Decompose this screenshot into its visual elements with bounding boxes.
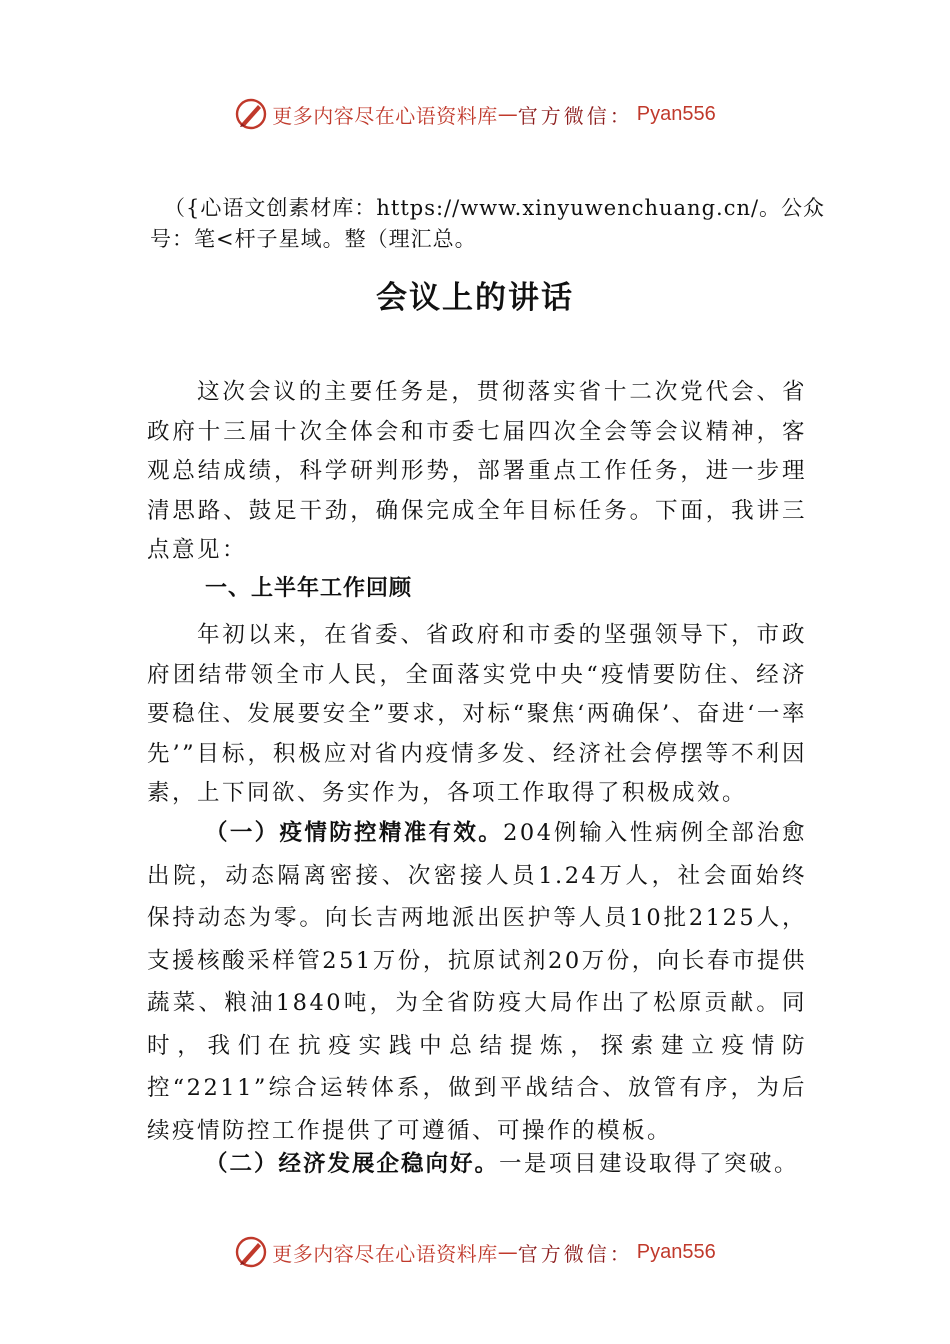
economy-text: 一是项目建设取得了突破。 [499,1151,800,1177]
watermark-main-text: 更多内容尽在心语资料库 [272,103,498,128]
review-paragraph: 年初以来，在省委、省政府和市委的坚强领导下，市政府团结带领全市人民，全面落实党中央“疫情要防住、经济要稳住、发展要安全”要求，对标“聚焦‘两确保’、奋进‘一率先’”目标，积极应对省内疫情多发、经济社会停摆等不利因素，上下同欲、务实作为，各项工作取得了积极成效。 [147,622,807,806]
watermark-dash: — [497,1240,518,1264]
document-title: 会议上的讲话 [376,280,574,316]
economy-lead: （二）经济发展企稳向好。 [205,1151,500,1177]
economy-paragraph [147,1143,807,1185]
intro-paragraph: 这次会议的主要任务是，贯彻落实省十二次党代会、省政府十三届十次全体会和市委七届四次全会等会议精神，客观总结成绩，科学研判形势，部署重点工作任务，进一步理清思路、鼓足干劲，确保完成全年目标任务。下面，我讲三点意见： [147,379,807,563]
pen-logo-icon [234,97,268,131]
watermark-wechat-id: Pyan556 [636,1240,716,1263]
watermark-channel: 官方微信： [517,103,633,128]
watermark-footer [0,1232,950,1272]
watermark-wechat-id: Pyan556 [636,102,716,125]
epidemic-text: 204例输入性病例全部治愈出院，动态隔离密接、次密接人员1.24万人，社会面始终保持动态为零。向长吉两地派出医护等人员10批2125人，支援核酸采样管251万份，抗原试剂20万份，向长春市提供蔬菜、粮油1840吨，为全省防疫大局作出了松原贡献。同时，我们在抗疫实践中总结提炼，探索建立疫情防控“2211”综合运转体系，做到平战结合、放管有序，为后续疫情防控工作提供了可遵循、可操作的模板。 [147,820,807,1144]
source-note: （{心语文创素材库：https://www.xinyuwenchuang.cn/。公众号：笔<杆子星域。整（理汇总。 [150,196,826,251]
watermark-dash: — [497,102,518,126]
epidemic-paragraph [147,812,807,1152]
watermark-main-text: 更多内容尽在心语资料库 [272,1241,498,1266]
epidemic-lead: （一）疫情防控精准有效。 [205,820,504,846]
pen-logo-icon [234,1235,268,1269]
watermark-header [0,94,950,134]
section-heading-1: 一、上半年工作回顾 [205,576,413,601]
watermark-channel: 官方微信： [517,1241,633,1266]
